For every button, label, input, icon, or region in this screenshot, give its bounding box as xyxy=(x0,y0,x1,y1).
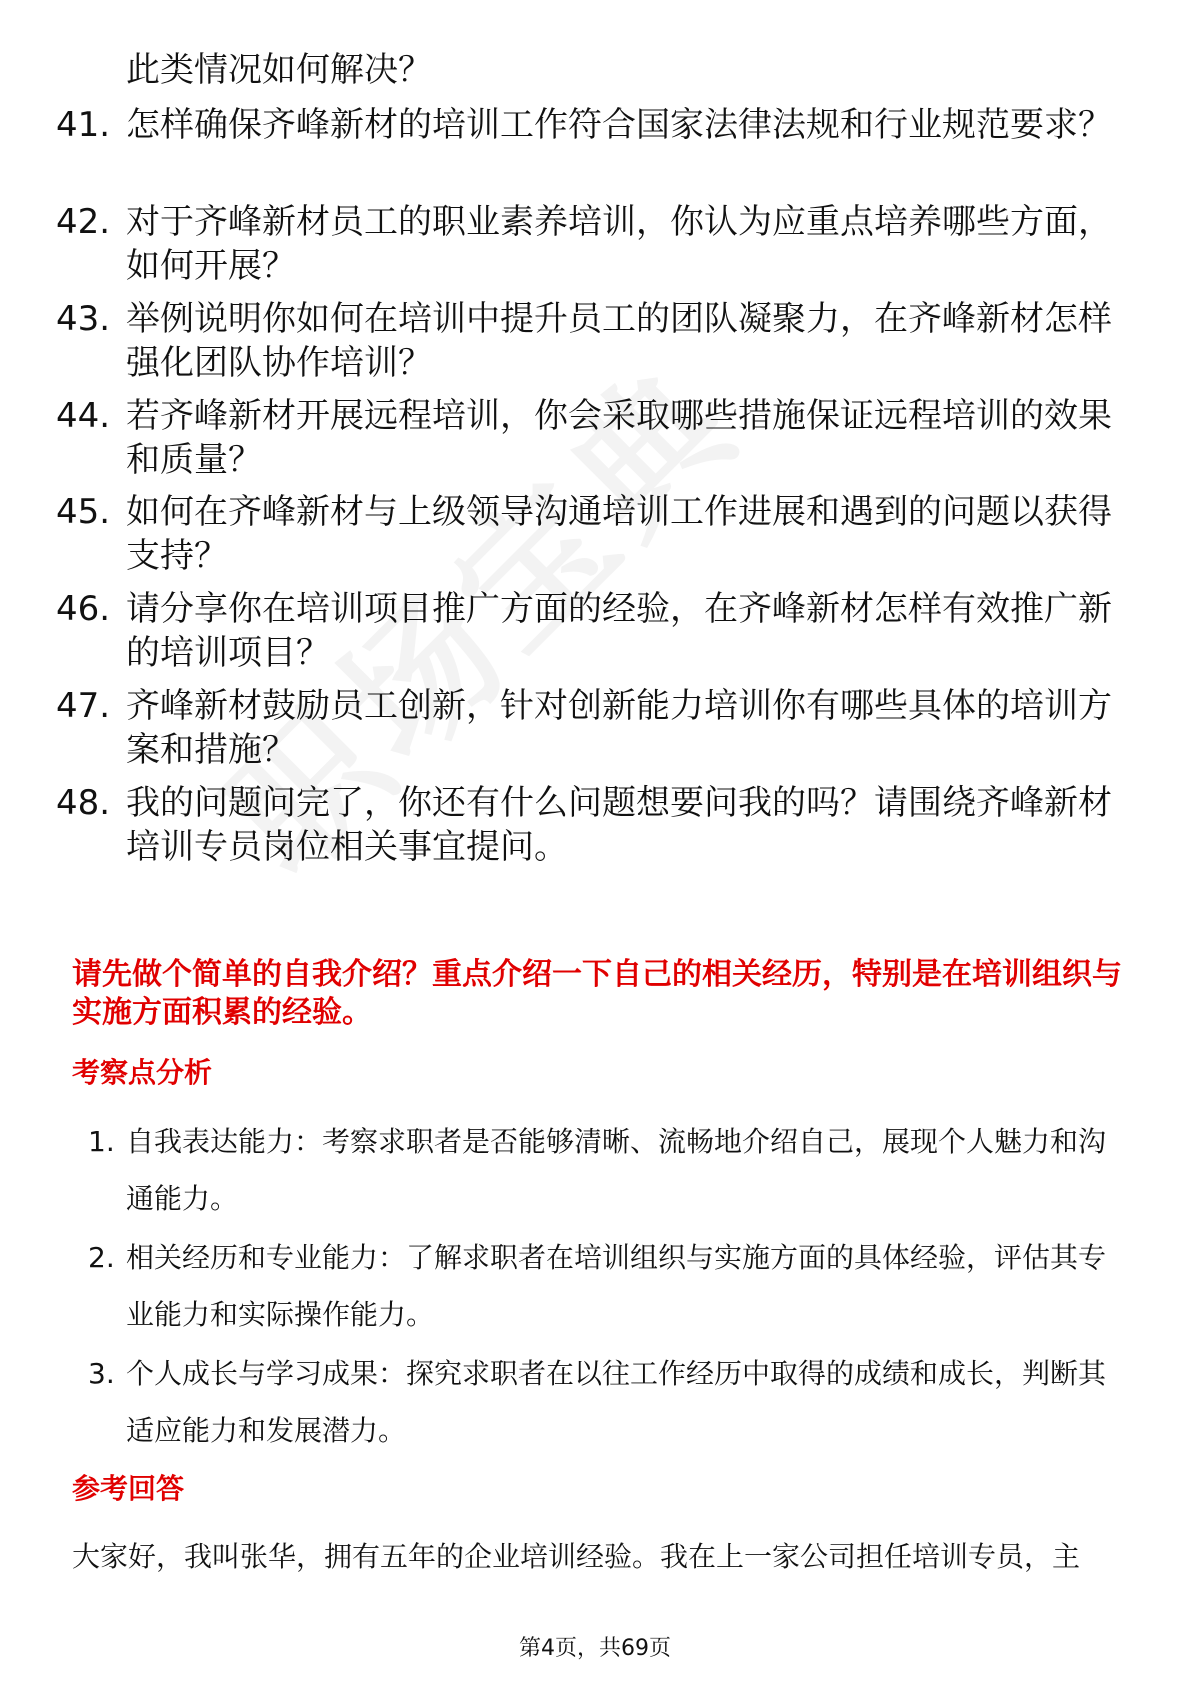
analysis-text: 个人成长与学习成果：探究求职者在以往工作经历中取得的成绩和成长，判断其适应能力和发展潜力。 xyxy=(126,1357,1107,1447)
question-number: 45. xyxy=(56,492,111,532)
question-text: 举例说明你如何在培训中提升员工的团队凝聚力，在齐峰新材怎样强化团队协作培训？ xyxy=(126,299,1112,383)
question-text: 若齐峰新材开展远程培训，你会采取哪些措施保证远程培训的效果和质量？ xyxy=(126,396,1112,480)
question-number: 43. xyxy=(56,299,111,339)
analysis-text: 相关经历和专业能力：了解求职者在培训组织与实施方面的具体经验，评估其专业能力和实际操作能力。 xyxy=(126,1241,1107,1331)
question-text: 齐峰新材鼓励员工创新，针对创新能力培训你有哪些具体的培训方案和措施？ xyxy=(126,686,1112,770)
analysis-number: 3. xyxy=(88,1357,115,1390)
answer-paragraph: 大家好，我叫张华，拥有五年的企业培训经验。我在上一家公司担任培训专员，主 xyxy=(72,1540,1081,1573)
question-number: 48. xyxy=(56,783,111,823)
question-text: 对于齐峰新材员工的职业素养培训，你认为应重点培养哪些方面，如何开展？ xyxy=(126,202,1112,286)
question-number: 44. xyxy=(56,396,111,436)
analysis-number: 2. xyxy=(88,1241,115,1274)
question-number: 47. xyxy=(56,686,111,726)
analysis-heading-text: 考察点分析 xyxy=(72,1056,213,1089)
question-text: 请分享你在培训项目推广方面的经验，在齐峰新材怎样有效推广新的培训项目？ xyxy=(126,589,1112,673)
question-number: 46. xyxy=(56,589,111,629)
question-number: 41. xyxy=(56,105,111,145)
question-continuation: 此类情况如何解决？ xyxy=(126,50,432,90)
answer-heading: 参考回答 xyxy=(72,1472,185,1505)
analysis-text: 自我表达能力：考察求职者是否能够清晰、流畅地介绍自己，展现个人魅力和沟通能力。 xyxy=(126,1125,1107,1215)
question-number: 42. xyxy=(56,202,111,242)
question-text: 如何在齐峰新材与上级领导沟通培训工作进展和遇到的问题以获得支持？ xyxy=(126,492,1112,576)
page-footer: 第4页，共69页 xyxy=(519,1636,671,1661)
analysis-number: 1. xyxy=(88,1125,115,1158)
section-question-title: 请先做个简单的自我介绍？重点介绍一下自己的相关经历，特别是在培训组织与实施方面积累的经验。 xyxy=(72,957,1122,1030)
question-text: 我的问题问完了，你还有什么问题想要问我的吗？请围绕齐峰新材培训专员岗位相关事宜提问。 xyxy=(126,783,1112,867)
question-text: 怎样确保齐峰新材的培训工作符合国家法律法规和行业规范要求？ xyxy=(126,105,1112,145)
